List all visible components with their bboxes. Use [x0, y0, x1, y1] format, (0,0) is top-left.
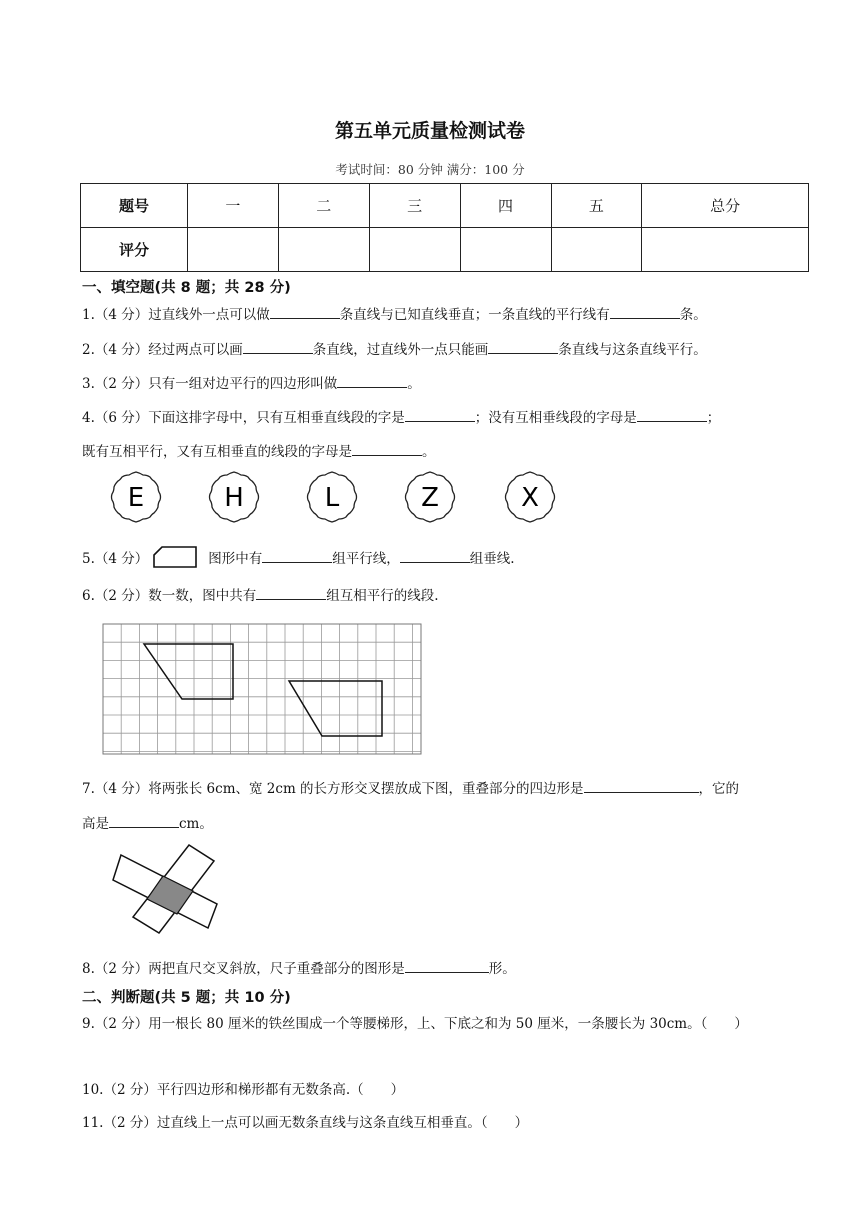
exam-info: 考试时间：80 分钟 满分：100 分: [335, 162, 525, 177]
score-table-col-total: 总分: [642, 184, 809, 228]
score-table-row1-label: 题号: [81, 184, 188, 228]
page-title: 第五单元质量检测试卷: [334, 120, 525, 142]
score-cell-4[interactable]: [460, 228, 551, 272]
answer-blank[interactable]: [488, 339, 558, 354]
answer-blank[interactable]: [256, 585, 326, 600]
svg-text:H: H: [224, 483, 244, 513]
badge-l: [308, 472, 357, 522]
score-cell-1[interactable]: [188, 228, 279, 272]
score-cell-3[interactable]: [369, 228, 460, 272]
answer-blank[interactable]: [637, 407, 707, 422]
question-3: 3.（2 分）只有一组对边平行的四边形叫做 。: [82, 373, 421, 393]
question-7-line2: 高是 cm。: [82, 813, 213, 833]
score-table-col-4: 四: [460, 184, 551, 228]
trapezoid-figure: [152, 546, 198, 568]
badge-x: [506, 472, 555, 522]
score-table: [80, 183, 809, 272]
question-4-line2: 既有互相平行，又有互相垂直的线段的字母是 。: [82, 441, 436, 461]
score-table-header-row: [81, 184, 809, 228]
answer-blank[interactable]: [337, 373, 407, 388]
crossed-rectangles-figure: [106, 842, 224, 936]
score-table-score-row: [81, 228, 809, 272]
answer-blank[interactable]: [262, 548, 332, 563]
question-5: 5.（4 分） 图形中有 组平行线， 组垂线.: [82, 546, 515, 568]
section2-heading: 二、判断题(共 5 题；共 10 分): [82, 990, 291, 1006]
score-table-col-5: 五: [551, 184, 642, 228]
question-4: 4.（6 分）下面这排字母中，只有互相垂直线段的字是 ；没有互相垂线段的字母是 ；: [82, 407, 720, 427]
svg-text:L: L: [324, 483, 340, 513]
answer-blank[interactable]: [243, 339, 313, 354]
question-6: 6.（2 分）数一数，图中共有 组互相平行的线段.: [82, 585, 439, 605]
score-cell-2[interactable]: [278, 228, 369, 272]
question-7: 7.（4 分）将两张长 6cm、宽 2cm 的长方形交叉摆放成下图，重叠部分的四边形是 ，它的: [82, 778, 739, 798]
answer-blank[interactable]: [400, 548, 470, 563]
answer-blank[interactable]: [405, 407, 475, 422]
score-cell-total[interactable]: [642, 228, 809, 272]
badge-h: [210, 472, 259, 522]
badge-z: [406, 472, 455, 522]
grid-figure: [102, 623, 422, 755]
score-table-row2-label: 评分: [81, 228, 188, 272]
svg-text:X: X: [521, 483, 539, 513]
answer-blank[interactable]: [352, 441, 422, 456]
question-8: 8.（2 分）两把直尺交叉斜放，尺子重叠部分的图形是 形。: [82, 958, 516, 978]
answer-blank[interactable]: [270, 304, 340, 319]
svg-text:Z: Z: [421, 483, 439, 513]
question-2: 2.（4 分）经过两点可以画 条直线，过直线外一点只能画 条直线与这条直线平行。: [82, 339, 707, 359]
score-cell-5[interactable]: [551, 228, 642, 272]
question-10: 10.（2 分）平行四边形和梯形都有无数条高.（ ）: [82, 1082, 405, 1098]
score-table-col-1: 一: [188, 184, 279, 228]
letter-badges: [100, 468, 570, 528]
score-table-col-2: 二: [278, 184, 369, 228]
answer-blank[interactable]: [584, 778, 699, 793]
section1-heading: 一、填空题(共 8 题；共 28 分): [82, 280, 291, 296]
answer-blank[interactable]: [109, 813, 179, 828]
answer-blank[interactable]: [405, 958, 489, 973]
question-1: 1.（4 分）过直线外一点可以做 条直线与已知直线垂直；一条直线的平行线有 条。: [82, 304, 707, 324]
question-9: 9.（2 分）用一根长 80 厘米的铁丝围成一个等腰梯形，上、下底之和为 50 厘米，一条腰长为 30cm。（ ）: [82, 1016, 748, 1032]
answer-blank[interactable]: [610, 304, 680, 319]
score-table-col-3: 三: [369, 184, 460, 228]
question-11: 11.（2 分）过直线上一点可以画无数条直线与这条直线互相垂直。（ ）: [82, 1115, 529, 1131]
svg-text:E: E: [127, 483, 145, 513]
badge-e: [112, 472, 161, 522]
